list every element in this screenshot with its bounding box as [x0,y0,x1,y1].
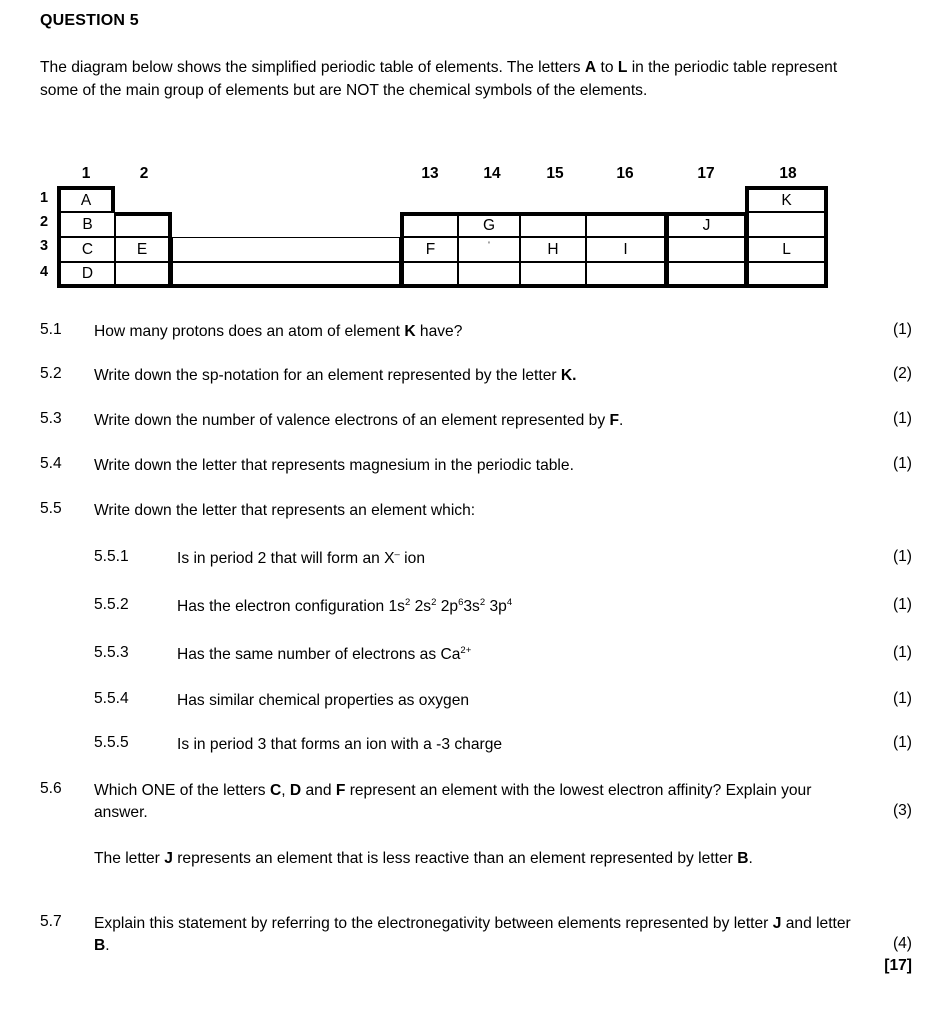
question-5-5-2-marks: (1) [892,596,912,613]
question-5-3-text [94,410,854,432]
q552-m4: 3p [485,598,507,615]
q552-sup1: 2 [404,596,411,608]
question-5-4-number: 5.4 [40,455,62,472]
q51-bold: K [404,323,416,340]
question-5-4-text: Write down the letter that represents magnesium in the periodic table. [94,457,574,474]
question-5-5-4-number: 5.5.4 [94,690,129,707]
pt-cell-p2g1[interactable]: B [57,212,115,237]
question-5-7-number: 5.7 [40,913,62,930]
q551-pre: Is in period 2 that will form an X [177,550,395,567]
pt-cell-p1g18[interactable]: K [745,186,828,212]
question-5-5-number: 5.5 [40,500,62,517]
question-5-5-5-text: Is in period 3 that forms an ion with a -3 charge [177,736,503,753]
question-5-5-3-number: 5.5.3 [94,644,129,661]
total-marks-badge: [17] [884,957,912,974]
q552-sup2: 2 [431,596,437,608]
q553-sup: 2+ [460,644,472,656]
pt-cell-p4-dblock[interactable] [172,262,400,288]
q56-b1: C [269,782,282,799]
group-label-14: 14 [483,165,501,182]
question-5-5-2-text [177,596,837,618]
q53-pre: Write down the number of valence electrons of an element represented by [94,412,610,429]
pt-cell-p4g16[interactable] [586,262,665,288]
pt-cell-p4g1[interactable]: D [57,262,115,288]
question-5-3-number: 5.3 [40,410,62,427]
pt-cell-p2g18[interactable] [745,212,828,237]
stmt-b1: J [164,850,173,867]
page-title: QUESTION 5 [40,12,139,29]
question-5-3-marks: (1) [892,410,912,427]
group-label-16: 16 [616,165,634,182]
pt-cell-p1g1[interactable]: A [57,186,115,212]
stmt-t2: represents an element that is less reactive than an element represented by letter [172,850,738,867]
period-label-2: 2 [39,214,49,230]
pt-cell-p3g13[interactable]: F [400,237,458,262]
question-5-7-text [94,913,854,957]
question-5-2-text [94,365,854,387]
question-5-5-5-marks: (1) [892,734,912,751]
statement-text [94,848,854,870]
pt-cell-p3g17[interactable] [665,237,745,262]
q551-sup: – [394,548,400,560]
q56-t3: and [301,782,336,799]
q53-bold: F [609,412,619,429]
pt-cell-p3g18[interactable]: L [745,237,828,262]
q51-pre: How many protons does an atom of element [94,323,405,340]
q552-sup5: 4 [506,596,513,608]
pt-cell-p2g14[interactable]: G [458,212,520,237]
q552-sup4: 2 [479,596,486,608]
question-5-5-1-marks: (1) [892,548,912,565]
question-5-5-text: Write down the letter that represents an element which: [94,502,476,519]
question-5-5-2-number: 5.5.2 [94,596,129,613]
question-5-5-1-number: 5.5.1 [94,548,129,565]
q57-b1: J [772,915,782,932]
group-label-13: 13 [421,165,439,182]
q53-post: . [619,412,624,429]
q52-bold: K. [560,367,577,384]
question-5-7-marks: (4) [892,935,912,952]
group-label-18: 18 [779,165,797,182]
period-label-3: 3 [39,238,49,254]
stmt-t1: The letter [94,850,165,867]
question-5-5-5-number: 5.5.5 [94,734,129,751]
question-5-4-marks: (1) [892,455,912,472]
question-5-5-3-text [177,644,837,666]
group-label-17: 17 [697,165,715,182]
question-5-5-3-marks: (1) [892,644,912,661]
q552-m3: 3s [463,598,480,615]
q56-t1: Which ONE of the letters [94,782,270,799]
pt-cell-p4g17[interactable] [665,262,745,288]
pt-cell-p3g15[interactable]: H [520,237,586,262]
q51-post: have? [415,323,463,340]
pt-cell-p2g13[interactable] [400,212,458,237]
intro-text-part2: to [596,59,618,76]
question-5-1-number: 5.1 [40,321,62,338]
pt-cell-p4g14[interactable] [458,262,520,288]
pt-cell-p3-dblock[interactable] [172,237,400,262]
q57-b2: B [94,937,106,954]
q552-pre: Has the electron configuration 1s [177,598,405,615]
pt-cell-p4g18[interactable] [745,262,828,288]
group-label-15: 15 [546,165,564,182]
question-5-5-4-text: Has similar chemical properties as oxygen [177,692,470,709]
intro-paragraph [40,57,840,102]
period-label-4: 4 [39,264,49,280]
question-5-2-marks: (2) [892,365,912,382]
q552-sup3: 6 [458,596,464,608]
q56-b2: D [289,782,302,799]
group-label-1: 1 [81,165,91,182]
pt-cell-p3g2[interactable]: E [115,237,172,262]
q52-pre: Write down the sp-notation for an element represented by the letter [94,367,561,384]
pt-cell-p3g14[interactable] [458,237,520,262]
pt-cell-p2g16[interactable] [586,212,665,237]
q56-b3: F [335,782,346,799]
q551-post: ion [399,550,425,567]
question-5-5-1-text [177,548,837,570]
q552-m2: 2p [436,598,459,615]
pt-cell-p3g1[interactable]: C [57,237,115,262]
group-label-2: 2 [139,165,149,182]
q552-m1: 2s [410,598,432,615]
pt-cell-p4g15[interactable] [520,262,586,288]
pt-cell-p3g16[interactable]: I [586,237,665,262]
question-5-1-text [94,321,854,343]
q57-t3: . [105,937,110,954]
question-5-6-marks: (3) [892,802,912,819]
q553-pre: Has the same number of electrons as Ca [177,646,461,663]
pt-cell-p4g2[interactable] [115,262,172,288]
intro-text-part1: The diagram below shows the simplified periodic table of elements. The letters [40,59,585,76]
pt-cell-p2g17[interactable]: J [665,212,745,237]
intro-text-part3: in the periodic table represent some of the main group of elements but are NOT the chemical symbols of the elements. [40,59,838,99]
period-label-1: 1 [39,190,49,206]
pt-cell-p4g13[interactable] [400,262,458,288]
question-5-6-number: 5.6 [40,780,62,797]
pt-cell-p2g15[interactable] [520,212,586,237]
question-5-2-number: 5.2 [40,365,62,382]
q57-t1: Explain this statement by referring to the electronegativity between elements represented by letter [94,915,773,932]
question-5-5-4-marks: (1) [892,690,912,707]
q56-t2: , [281,782,290,799]
stmt-t3: . [748,850,753,867]
question-5-6-text [94,780,854,824]
q57-t2: and letter [781,915,851,932]
pt-cell-p2g2[interactable] [115,212,172,237]
intro-letter-l: L [617,59,628,76]
stmt-b2: B [737,850,749,867]
question-5-1-marks: (1) [892,321,912,338]
q56-t4: represent an element with the lowest electron affinity? Explain your answer. [94,782,812,821]
pt-cell-p3g14-mark: ' [488,240,490,250]
intro-letter-a: A [584,59,597,76]
